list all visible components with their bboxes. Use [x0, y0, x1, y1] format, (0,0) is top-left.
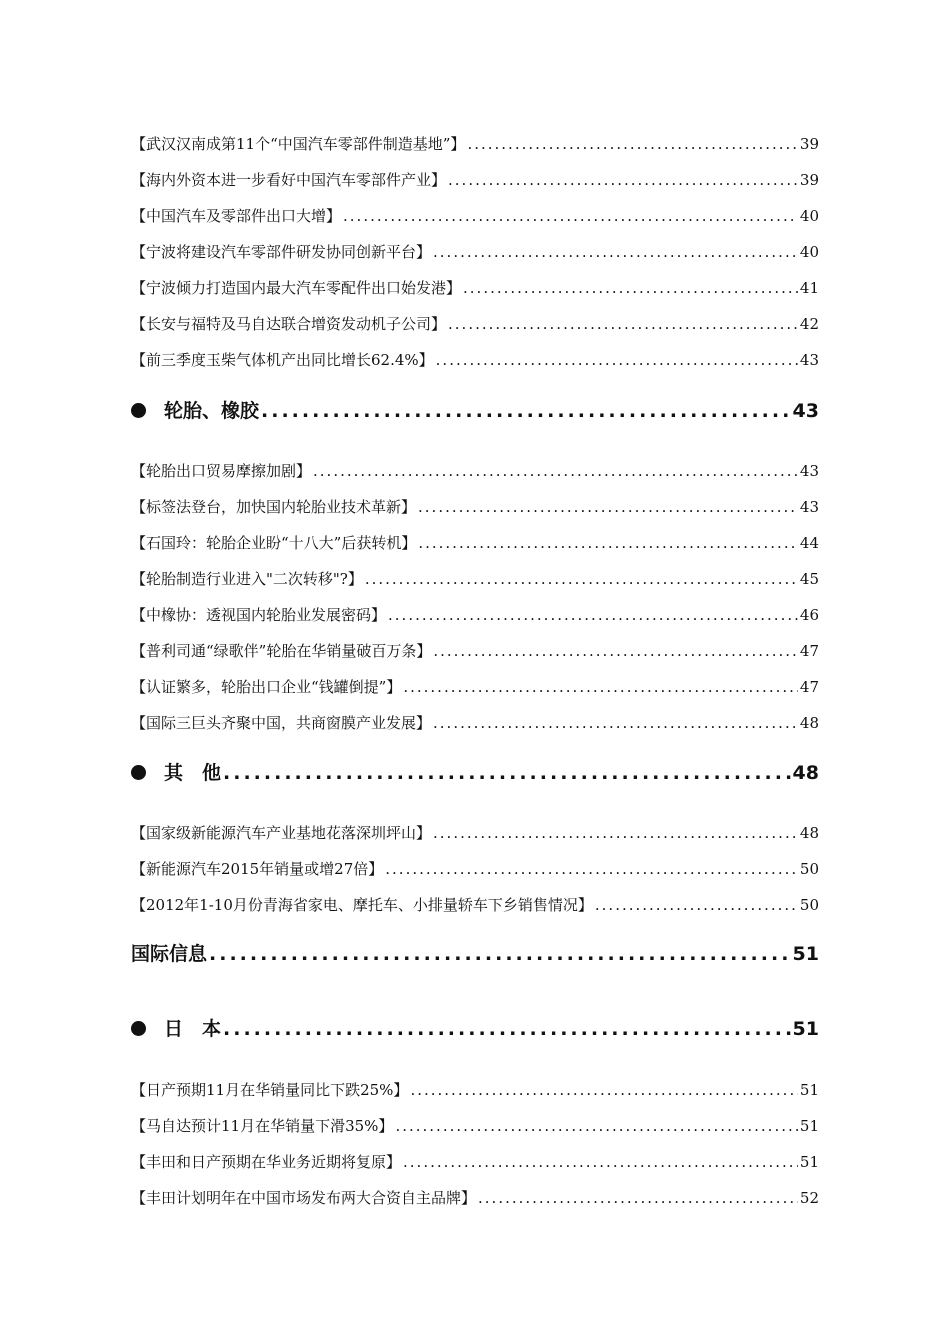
toc-leader: [418, 534, 798, 552]
toc-leader: [433, 714, 798, 732]
bullet-icon: [131, 765, 146, 780]
bullet-icon: [131, 1021, 146, 1036]
toc-entry[interactable]: [131, 133, 819, 155]
toc-entry[interactable]: [131, 205, 819, 227]
toc-entry-title: 【轮胎制造行业进入"二次转移"?】: [131, 570, 363, 588]
toc-entry-page: 43: [799, 498, 819, 516]
toc-entry[interactable]: [131, 532, 819, 554]
toc-entry-title: 【马自达预计11月在华销量下滑35%】: [131, 1117, 394, 1135]
toc-entry-page: 43: [799, 351, 819, 369]
toc-entry[interactable]: [131, 640, 819, 662]
toc-entry[interactable]: [131, 858, 819, 880]
toc-entry-title: 【中国汽车及零部件出口大增】: [131, 207, 342, 225]
toc-section-other[interactable]: [131, 758, 819, 786]
toc-entry[interactable]: [131, 1151, 819, 1173]
toc-leader: [410, 1081, 797, 1099]
toc-entry-title: 【国家级新能源汽车产业基地花落深圳坪山】: [131, 824, 432, 842]
toc-entry-title: 【丰田和日产预期在华业务近期将复原】: [131, 1153, 402, 1171]
toc-entry-title: 【轮胎出口贸易摩擦加剧】: [131, 462, 312, 480]
toc-entry-title: 【新能源汽车2015年销量或增27倍】: [131, 860, 384, 878]
toc-entry-title: 【宁波将建设汽车零部件研发协同创新平台】: [131, 243, 432, 261]
toc-section-international[interactable]: [131, 939, 819, 967]
toc-entry-title: 【标签法登台，加快国内轮胎业技术革新】: [131, 498, 417, 516]
toc-entry-title: 【宁波倾力打造国内最大汽车零配件出口始发港】: [131, 279, 462, 297]
toc-leader: [388, 606, 798, 624]
toc-leader: [433, 824, 798, 842]
toc-entry[interactable]: [131, 568, 819, 590]
toc-entry-page: 51: [799, 1153, 819, 1171]
toc-leader: [365, 570, 798, 588]
bullet-icon: [131, 403, 146, 418]
toc-entry[interactable]: [131, 460, 819, 482]
toc-section-title: 国际信息: [131, 943, 208, 965]
toc-section-tire[interactable]: [131, 396, 819, 424]
toc-leader: [467, 135, 797, 153]
toc-entry[interactable]: [131, 1115, 819, 1137]
toc-entry-title: 【前三季度玉柴气体机产出同比增长62.4%】: [131, 351, 434, 369]
toc-entry-page: 48: [799, 714, 819, 732]
toc-entry-page: 39: [799, 171, 819, 189]
toc-leader: [209, 943, 791, 965]
toc-entry[interactable]: [131, 1187, 819, 1209]
toc-entry-title: 【日产预期11月在华销量同比下跌25%】: [131, 1081, 409, 1099]
toc-leader: [261, 400, 791, 422]
toc-entry[interactable]: [131, 822, 819, 844]
toc-entry-page: 51: [799, 1081, 819, 1099]
toc-leader: [436, 351, 798, 369]
toc-leader: [595, 896, 798, 914]
toc-leader: [395, 1117, 797, 1135]
toc-entry-page: 40: [799, 243, 819, 261]
toc-entry-page: 47: [799, 678, 819, 696]
toc-entry-page: 44: [799, 534, 819, 552]
toc-entry[interactable]: [131, 894, 819, 916]
toc-leader: [223, 1018, 791, 1040]
toc-section-page: 51: [792, 1018, 819, 1040]
toc-entry[interactable]: [131, 241, 819, 263]
toc-entry-page: 48: [799, 824, 819, 842]
toc-leader: [385, 860, 798, 878]
toc-leader: [448, 171, 798, 189]
toc-entry-page: 50: [799, 896, 819, 914]
toc-entry[interactable]: [131, 277, 819, 299]
toc-entry[interactable]: [131, 1079, 819, 1101]
toc-section-page: 43: [792, 400, 819, 422]
toc-leader: [433, 642, 798, 660]
toc-entry-page: 45: [799, 570, 819, 588]
toc-entry-page: 39: [799, 135, 819, 153]
toc-entry-page: 43: [799, 462, 819, 480]
toc-entry-title: 【中橡协：透视国内轮胎业发展密码】: [131, 606, 387, 624]
toc-entry-title: 【认证繁多，轮胎出口企业“钱罐倒提”】: [131, 678, 402, 696]
toc-entry[interactable]: [131, 496, 819, 518]
toc-entry-title: 【武汉汉南成第11个“中国汽车零部件制造基地”】: [131, 135, 466, 153]
toc-section-title: 日 本: [164, 1018, 222, 1040]
toc-leader: [463, 279, 798, 297]
toc-leader: [418, 498, 798, 516]
toc-leader: [433, 243, 798, 261]
toc-entry-title: 【普利司通“绿歌伴”轮胎在华销量破百万条】: [131, 642, 432, 660]
toc-leader: [313, 462, 798, 480]
toc-leader: [478, 1189, 798, 1207]
toc-entry-title: 【国际三巨头齐聚中国，共商窗膜产业发展】: [131, 714, 432, 732]
toc-entry-title: 【石国玲：轮胎企业盼“十八大”后获转机】: [131, 534, 417, 552]
toc-section-japan[interactable]: [131, 1014, 819, 1042]
toc-entry[interactable]: [131, 349, 819, 371]
toc-section-page: 48: [792, 762, 819, 784]
toc-leader: [403, 678, 798, 696]
toc-entry-title: 【2012年1-10月份青海省家电、摩托车、小排量轿车下乡销售情况】: [131, 896, 593, 914]
toc-entry-page: 47: [799, 642, 819, 660]
toc-entry[interactable]: [131, 712, 819, 734]
toc-entry-page: 46: [799, 606, 819, 624]
toc-leader: [223, 762, 791, 784]
toc-section-title: 轮胎、橡胶: [164, 400, 260, 422]
toc-section-page: 51: [792, 943, 819, 965]
toc-leader: [403, 1153, 798, 1171]
toc-entry-page: 41: [799, 279, 819, 297]
toc-leader: [448, 315, 798, 333]
toc-entry[interactable]: [131, 676, 819, 698]
toc-entry[interactable]: [131, 169, 819, 191]
toc-entry-page: 42: [799, 315, 819, 333]
toc-entry[interactable]: [131, 604, 819, 626]
toc-entry-title: 【海内外资本进一步看好中国汽车零部件产业】: [131, 171, 447, 189]
toc-section-title: 其 他: [164, 762, 222, 784]
toc-entry-page: 50: [799, 860, 819, 878]
toc-entry-page: 40: [799, 207, 819, 225]
toc-entry-page: 52: [799, 1189, 819, 1207]
toc-entry-page: 51: [799, 1117, 819, 1135]
toc-leader: [343, 207, 798, 225]
toc-entry-title: 【丰田计划明年在中国市场发布两大合资自主品牌】: [131, 1189, 477, 1207]
toc-entry[interactable]: [131, 313, 819, 335]
toc-entry-title: 【长安与福特及马自达联合增资发动机子公司】: [131, 315, 447, 333]
